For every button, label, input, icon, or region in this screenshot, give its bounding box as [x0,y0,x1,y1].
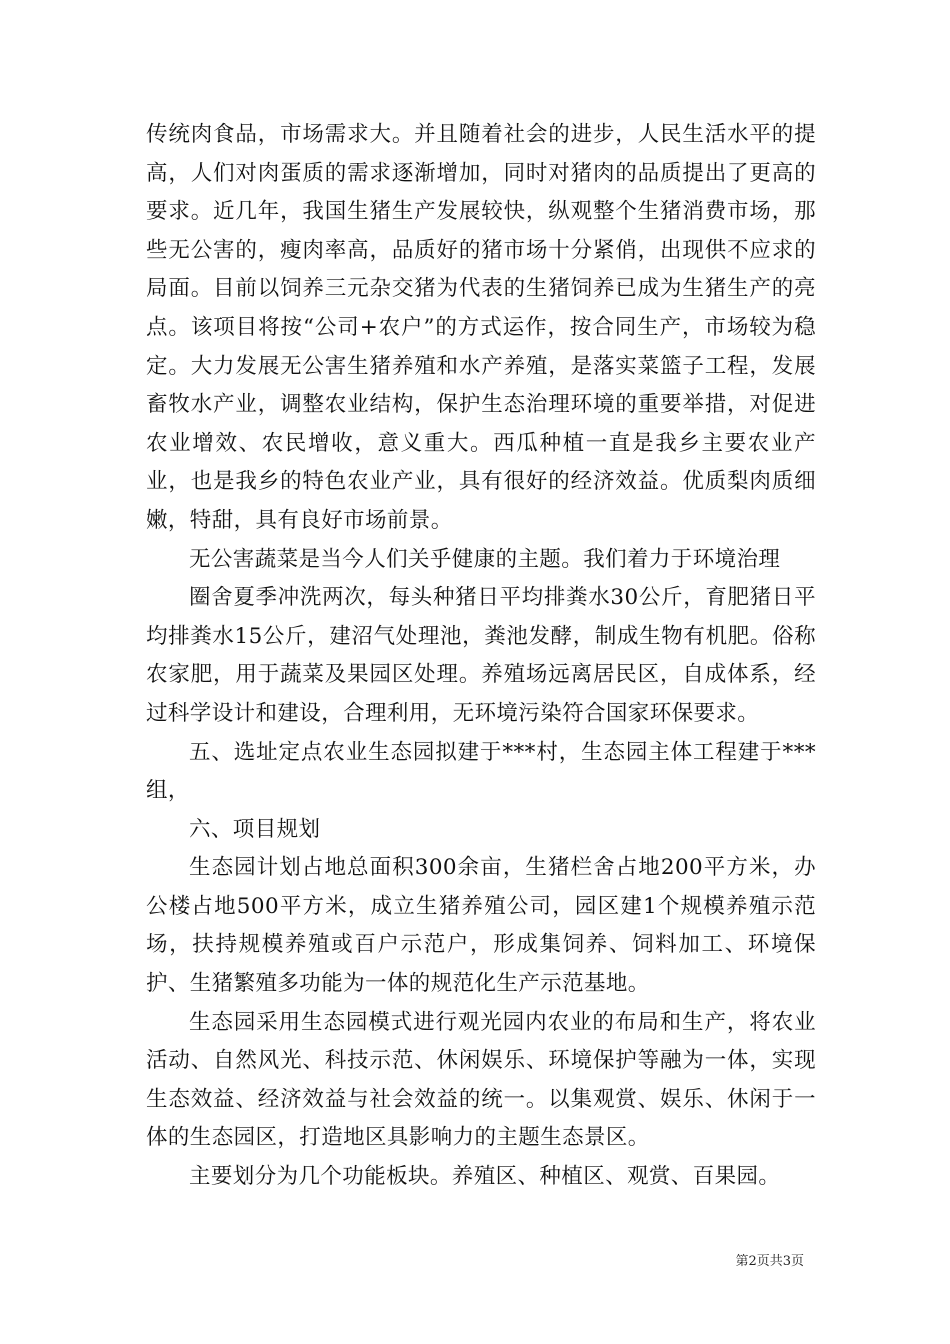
document-body [146,116,816,1197]
section-heading-project-plan: 六、项目规划 [189,816,321,842]
paragraph-2: 无公害蔬菜是当今人们关乎健康的主题。我们着力于环境治理 [189,546,781,572]
paragraph-6: 生态园计划占地总面积300余亩，生猪栏舍占地200平方米，办公楼占地500平方米，成立生猪养殖公司，园区建1个规模养殖示范场，扶持规模养殖或百户示范户，形成集饲养、饲料加工、环境保护、生猪繁殖多功能为一体的规范化生产示范基地。 [146,855,816,997]
paragraph-8: 主要划分为几个功能板块。养殖区、种植区、观赏、百果园。 [189,1164,781,1190]
paragraph-7: 生态园采用生态园模式进行观光园内农业的布局和生产，将农业活动、自然风光、科技示范、休闲娱乐、环境保护等融为一体，实现生态效益、经济效益与社会效益的统一。以集观赏、娱乐、休闲于一体的生态园区，打造地区具影响力的主题生态景区。 [146,1009,816,1151]
paragraph-1: 传统肉食品，市场需求大。并且随着社会的进步，人民生活水平的提高，人们对肉蛋质的需求逐渐增加，同时对猪肉的品质提出了更高的要求。近几年，我国生猪生产发展较快，纵观整个生猪消费市场，那些无公害的，瘦肉率高，品质好的猪市场十分紧俏，出现供不应求的局面。目前以饲养三元杂交猪为代表的生猪饲养已成为生猪生产的亮点。该项目将按“公司+农户”的方式运作，按合同生产，市场较为稳定。大力发展无公害生猪养殖和水产养殖，是落实菜篮子工程，发展畜牧水产业，调整农业结构，保护生态治理环境的重要举措，对促进农业增效、农民增收，意义重大。西瓜种植一直是我乡主要农业产业，也是我乡的特色农业产业，具有很好的经济效益。优质梨肉质细嫩，特甜，具有良好市场前景。 [146,122,816,533]
page-number-footer: 第2页共3页 [735,1254,804,1269]
paragraph-4: 五、选址定点农业生态园拟建于***村，生态园主体工程建于***组， [146,739,816,804]
paragraph-3: 圈舍夏季冲洗两次，每头种猪日平均排粪水30公斤，育肥猪日平均排粪水15公斤，建沼气处理池，粪池发酵，制成生物有机肥。俗称农家肥，用于蔬菜及果园区处理。养殖场远离居民区，自成体系，经过科学设计和建设，合理利用，无环境污染符合国家环保要求。 [146,585,816,726]
